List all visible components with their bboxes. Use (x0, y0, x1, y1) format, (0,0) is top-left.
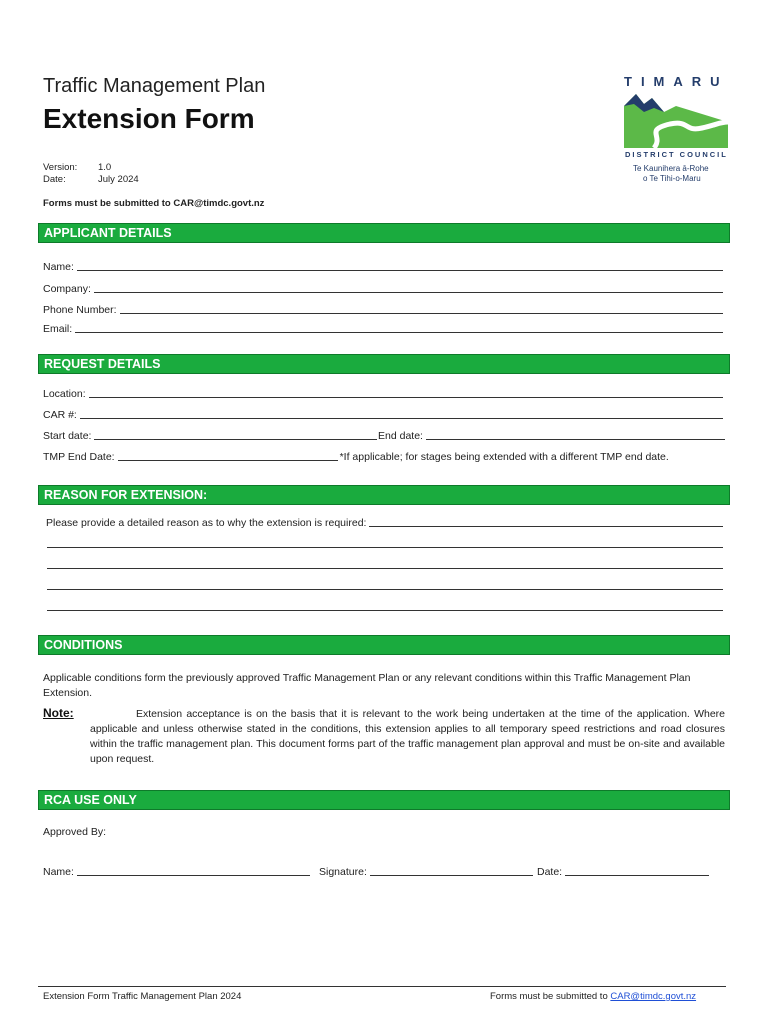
request-start-date-label: Start date: (43, 430, 92, 442)
rca-date-field[interactable] (537, 864, 709, 878)
footer-email-link[interactable]: CAR@timdc.govt.nz (610, 991, 697, 1002)
document-title: Extension Form (43, 103, 255, 134)
logo-wordmark: TIMARU (624, 74, 729, 89)
reason-input-field[interactable] (46, 515, 723, 529)
timaru-logo-icon (624, 92, 728, 148)
note-label: Note: (43, 706, 74, 720)
request-location-label: Location: (43, 388, 86, 400)
section-applicant-details: APPLICANT DETAILS (38, 223, 730, 243)
request-tmp-note: *If applicable; for stages being extended with a different TMP end date. (339, 451, 669, 463)
document-subtitle: Traffic Management Plan (43, 75, 266, 97)
rca-signature-label: Signature: (319, 866, 367, 878)
applicant-name-field[interactable] (43, 259, 723, 273)
request-end-date-label: End date: (378, 430, 423, 442)
date-label: Date: (43, 174, 66, 185)
section-reason-for-extension: REASON FOR EXTENSION: (38, 485, 730, 505)
version-value: 1.0 (98, 162, 112, 173)
section-conditions: CONDITIONS (38, 635, 730, 655)
applicant-company-field[interactable] (43, 281, 723, 295)
applicant-email-label: Email: (43, 323, 73, 335)
request-location-field[interactable] (43, 386, 723, 400)
reason-line-5[interactable] (47, 610, 723, 611)
section-rca-use-only: RCA USE ONLY (38, 790, 730, 810)
date-value: July 2024 (98, 174, 139, 185)
request-car-label: CAR #: (43, 409, 77, 421)
conditions-paragraph: Applicable conditions form the previously approved Traffic Management Plan or any relevant conditions within this Traffic Management Plan Extension. (43, 672, 691, 699)
logo-district-council: DISTRICT COUNCIL (625, 150, 728, 159)
footer-title: Extension Form Traffic Management Plan 2024 (43, 991, 242, 1002)
rca-approved-by-label: Approved By: (43, 826, 107, 838)
reason-line-2[interactable] (47, 547, 723, 548)
request-tmp-end-date-field[interactable] (43, 449, 733, 463)
reason-prompt-label: Please provide a detailed reason as to why the extension is required: (46, 517, 367, 529)
footer-submit-text: Forms must be submitted to (490, 991, 608, 1002)
applicant-phone-field[interactable] (43, 302, 723, 316)
logo-maori-line2: o Te Tihi-o-Maru (643, 174, 701, 183)
applicant-company-label: Company: (43, 283, 91, 295)
footer-divider (38, 986, 726, 987)
request-car-field[interactable] (43, 407, 723, 421)
rca-date-label: Date: (537, 866, 563, 878)
section-request-details: REQUEST DETAILS (38, 354, 730, 374)
logo-maori-line1: Te Kaunihera ā-Rohe (633, 164, 709, 173)
rca-name-label: Name: (43, 866, 74, 878)
request-tmp-end-date-label: TMP End Date: (43, 451, 115, 463)
applicant-email-field[interactable] (43, 321, 723, 335)
request-end-date-field[interactable] (378, 428, 725, 442)
applicant-phone-label: Phone Number: (43, 304, 117, 316)
reason-line-4[interactable] (47, 589, 723, 590)
rca-signature-field[interactable] (319, 864, 533, 878)
submit-note: Forms must be submitted to CAR@timdc.govt.nz (43, 198, 265, 209)
note-text: Extension acceptance is on the basis that it is relevant to the work being undertaken at the time of the application. Where applicable and unless otherwise stated in the conditions, this extension applies to all temporary speed restrictions and road closures within the traffic management plan. This document forms part of the traffic management plan approval and must be on-site and available upon request. (90, 708, 725, 765)
reason-line-3[interactable] (47, 568, 723, 569)
applicant-name-label: Name: (43, 261, 74, 273)
rca-name-field[interactable] (43, 864, 310, 878)
footer-submit-note (490, 991, 696, 1002)
version-label: Version: (43, 162, 78, 173)
request-start-date-field[interactable] (43, 428, 377, 442)
